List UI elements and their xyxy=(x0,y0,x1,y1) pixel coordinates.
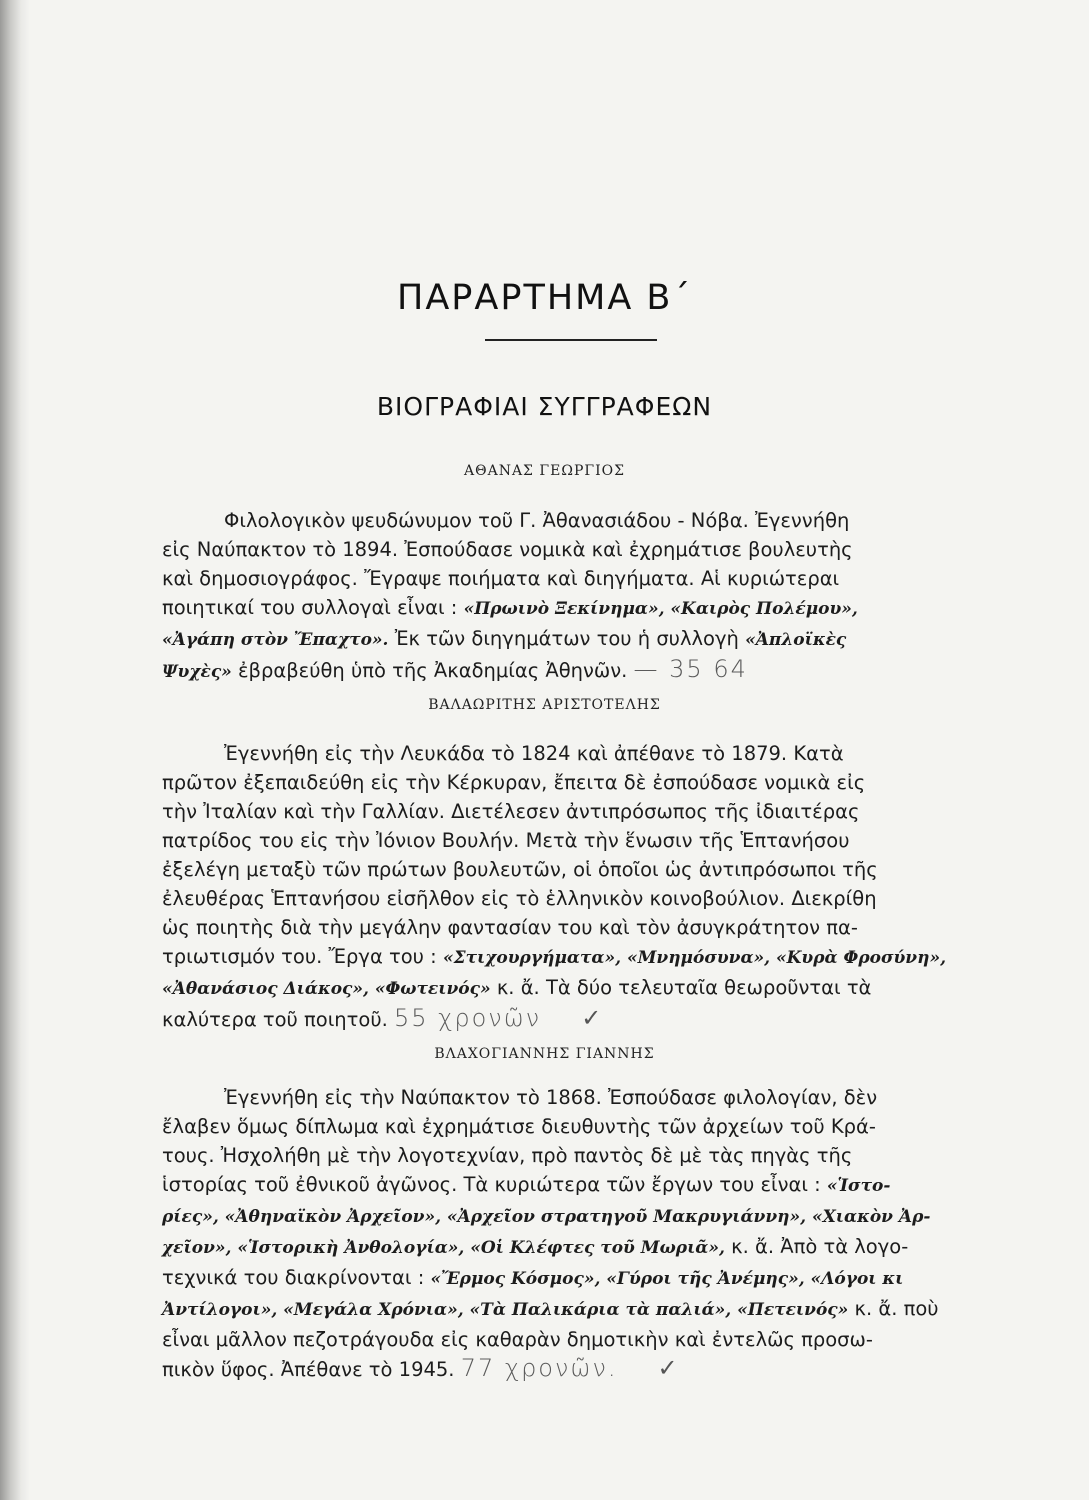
text-line: «Ἀθανάσιος Διάκος», «Φωτεινός» κ. ἄ. Τὰ δύο τελευταῖα θεωροῦνται τὰ xyxy=(162,976,872,999)
title-divider xyxy=(485,339,657,341)
handwritten-note: — 35 64 xyxy=(633,655,748,683)
work-title: «Πρωινὸ Ξεκίνημα», «Καιρὸς Πολέμου», xyxy=(463,599,858,619)
appendix-title: ΠΑΡΑΡΤΗΜΑ Β΄ xyxy=(397,278,692,318)
handwritten-note: 77 χρονῶν. xyxy=(460,1354,618,1382)
work-title: χεῖον», «Ἱστορικὴ Ἀνθολογία», «Οἱ Κλέφτες τοῦ Μωριᾶ», xyxy=(162,1238,725,1258)
text-line: ὡς ποιητὴς διὰ τὴν μεγάλην φαντασίαν του καὶ τὸν ἀσυγκράτητον πα- xyxy=(162,916,858,939)
text-line: τὴν Ἰταλίαν καὶ τὴν Γαλλίαν. Διετέλεσεν ἀντιπρόσωπος τῆς ἰδιαιτέρας xyxy=(162,800,860,823)
text-line: καλύτερα τοῦ ποιητοῦ. 55 χρονῶν ✓ xyxy=(162,1004,602,1032)
text-line: Φιλολογικὸν ψευδώνυμον τοῦ Γ. Ἀθανασιάδου - Νόβα. Ἐγεννήθη xyxy=(224,509,850,532)
text-line: ἔλαβεν ὅμως δίπλωμα καὶ ἐχρημάτισε διευθυντὴς τῶν ἀρχείων τοῦ Κρά- xyxy=(162,1115,876,1138)
work-title: ρίες», «Ἀθηναϊκὸν Ἀρχεῖον», «Ἀρχεῖον στρατηγοῦ Μακρυγιάννη», «Χιακὸν Ἀρ- xyxy=(162,1207,931,1227)
page-binding-edge xyxy=(0,0,30,1500)
text-line: ἐλευθέρας Ἑπτανήσου εἰσῆλθον εἰς τὸ ἑλληνικὸν κοινοβούλιον. Διεκρίθη xyxy=(162,887,877,910)
text-line: τεχνικά του διακρίνονται : «Ἔρμος Κόσμος», «Γύροι τῆς Ἀνέμης», «Λόγοι κι xyxy=(162,1266,904,1289)
entry-name-vlachogiannis: ΒΛΑΧΟΓΙΑΝΝΗΣ ΓΙΑΝΝΗΣ xyxy=(434,1046,655,1062)
text-line: Ἐγεννήθη εἰς τὴν Ναύπακτον τὸ 1868. Ἐσπούδασε φιλολογίαν, δὲν xyxy=(224,1086,878,1109)
text-line: πατρίδος του εἰς τὴν Ἰόνιον Βουλήν. Μετὰ τὴν ἕνωσιν τῆς Ἑπτανήσου xyxy=(162,829,850,852)
work-title: «Ἔρμος Κόσμος», «Γύροι τῆς Ἀνέμης», «Λόγοι κι xyxy=(430,1269,904,1289)
text-line: ἱστορίας τοῦ ἐθνικοῦ ἀγῶνος. Τὰ κυριώτερα τῶν ἔργων του εἶναι : «Ἱστο- xyxy=(162,1173,891,1196)
entry-body-athanas xyxy=(162,506,1002,687)
work-title: «Ἀπλοϊκὲς xyxy=(745,630,847,650)
text-line: Ἀντίλογοι», «Μεγάλα Χρόνια», «Τὰ Παλικάρια τὰ παλιά», «Πετεινός» κ. ἄ. ποὺ xyxy=(162,1297,939,1320)
text-line: πικὸν ὕφος. Ἀπέθανε τὸ 1945. 77 χρονῶν. ✓ xyxy=(162,1354,678,1382)
text-line: Ἐγεννήθη εἰς τὴν Λευκάδα τὸ 1824 καὶ ἀπέθανε τὸ 1879. Κατὰ xyxy=(224,742,844,765)
section-subtitle: ΒΙΟΓΡΑΦΙΑΙ ΣΥΓΓΡΑΦΕΩΝ xyxy=(376,392,713,421)
text-line: «Ἀγάπη στὸν Ἔπαχτο». Ἐκ τῶν διηγημάτων του ἡ συλλογὴ «Ἀπλοϊκὲς xyxy=(162,627,847,650)
text-line: καὶ δημοσιογράφος. Ἔγραψε ποιήματα καὶ διηγήματα. Αἱ κυριώτεραι xyxy=(162,567,840,590)
entry-name-athanas: ΑΘΑΝΑΣ ΓΕΩΡΓΙΟΣ xyxy=(464,463,625,479)
work-title: «Ἀγάπη στὸν Ἔπαχτο». xyxy=(162,630,389,650)
work-title: Ψυχὲς» xyxy=(162,662,232,682)
entry-body-valaoritis xyxy=(162,739,1002,1034)
entry-body-vlachogiannis xyxy=(162,1083,1002,1384)
text-line: τους. Ἠσχολήθη μὲ τὴν λογοτεχνίαν, πρὸ παντὸς δὲ μὲ τὰς πηγὰς τῆς xyxy=(162,1144,853,1167)
work-title: «Στιχουργήματα», «Μνημόσυνα», «Κυρὰ Φροσύνη», xyxy=(442,948,946,968)
text-line: εἶναι μᾶλλον πεζοτράγουδα εἰς καθαρὰν δημοτικὴν καὶ ἐντελῶς προσω- xyxy=(162,1328,873,1351)
work-title: Ἀντίλογοι», «Μεγάλα Χρόνια», «Τὰ Παλικάρια τὰ παλιά», «Πετεινός» xyxy=(162,1300,849,1320)
text-line: τριωτισμόν του. Ἔργα του : «Στιχουργήματα», «Μνημόσυνα», «Κυρὰ Φροσύνη», xyxy=(162,945,946,968)
text-line: ποιητικαί του συλλογαὶ εἶναι : «Πρωινὸ Ξεκίνημα», «Καιρὸς Πολέμου», xyxy=(162,596,858,619)
text-line: ἐξελέγη μεταξὺ τῶν πρώτων βουλευτῶν, οἱ ὁποῖοι ὡς ἀντιπρόσωποι τῆς xyxy=(162,858,878,881)
text-line: χεῖον», «Ἱστορικὴ Ἀνθολογία», «Οἱ Κλέφτες τοῦ Μωριᾶ», κ. ἄ. Ἀπὸ τὰ λογο- xyxy=(162,1235,909,1258)
handwritten-note: 55 χρονῶν xyxy=(394,1004,542,1032)
text-line: εἰς Ναύπακτον τὸ 1894. Ἐσπούδασε νομικὰ καὶ ἐχρημάτισε βουλευτὴς xyxy=(162,538,853,561)
check-mark-icon: ✓ xyxy=(581,1004,602,1032)
check-mark-icon: ✓ xyxy=(657,1354,678,1382)
work-title: «Ἱστο- xyxy=(826,1176,891,1196)
entry-name-valaoritis: ΒΑΛΑΩΡΙΤΗΣ ΑΡΙΣΤΟΤΕΛΗΣ xyxy=(428,697,661,713)
text-line: πρῶτον ἐξεπαιδεύθη εἰς τὴν Κέρκυραν, ἔπειτα δὲ ἐσπούδασε νομικὰ εἰς xyxy=(162,771,866,794)
work-title: «Ἀθανάσιος Διάκος», «Φωτεινός» xyxy=(162,979,491,999)
text-line: Ψυχὲς» ἐβραβεύθη ὑπὸ τῆς Ἀκαδημίας Ἀθηνῶν. — 35 64 xyxy=(162,655,748,683)
text-line xyxy=(162,1201,1002,1232)
